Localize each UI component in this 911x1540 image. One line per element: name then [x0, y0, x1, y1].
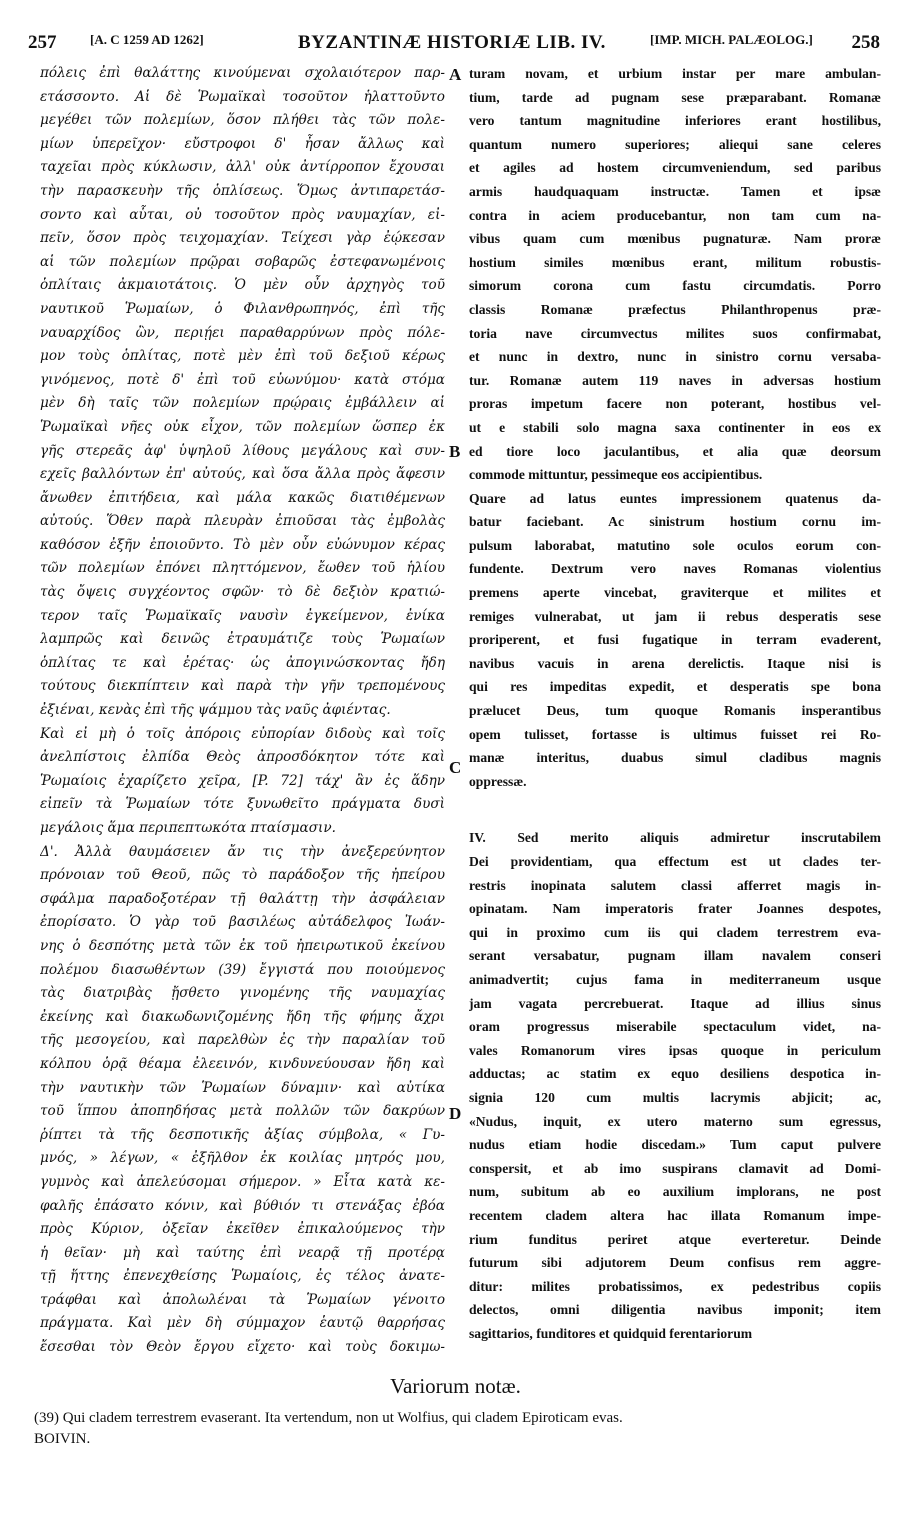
greek-text-line: ναυτικοῦ Ῥωμαίων, ὁ Φιλανθρωπηνός, ἐπὶ τῆς [40, 300, 445, 317]
greek-text-line: λαμπρῶς καὶ δεινῶς ἐτραυμάτιζε τοὺς Ῥωμαίων [40, 631, 445, 648]
greek-text-line: μὲν δὴ ταῖς τῶν πολεμίων πρῴραις ἐμβάλλειν αἱ [40, 395, 445, 412]
latin-text-line: hostium similes mœnibus erant, militum robustis- [469, 254, 881, 270]
latin-text-line: batur faciebant. Ac sinistrum hostium cornu im- [469, 514, 881, 530]
greek-text-line: ἄνωθεν ἐπιτήδεια, καὶ μάλα κακῶς διατιθέμενων [40, 489, 445, 506]
greek-text-line: ἔσεσθαι τὸν Θεὸν ἔργου εἴχετο· καὶ τοὺς δοκιμω- [40, 1339, 445, 1356]
latin-text-line: delectos, omni diligentia navibus imponit; item [469, 1302, 881, 1318]
latin-text-line: et nunc in dextro, nunc in sinistro cornu versaba- [469, 349, 881, 365]
latin-text-line: num, subitum ab eo auxilium implorans, ne post [469, 1184, 881, 1200]
greek-text-line: τὴν ναυτικὴν τῶν Ῥωμαίων δύναμιν· καὶ αὐτίκα [40, 1079, 445, 1096]
greek-text-line: τὴν παρασκευὴν τῆς ὁπλίσεως. Ὅμως ἀντιπαρετάσ- [40, 182, 445, 199]
latin-text-line: serant versabatur, pugnam illam navalem conseri [469, 948, 881, 964]
greek-text-line: πρόνοιαν τοῦ Θεοῦ, πῶς τὸ παράδοξον τῆς ἠπείρου [40, 867, 445, 884]
latin-text-line: prælucet Deus, tum quoque Romanis insperantibus [469, 703, 881, 719]
page-number-right: 258 [851, 32, 880, 53]
margin-marker-b: B [449, 442, 461, 461]
greek-text-line: τούτους διεκπίπτειν καὶ παρὰ τὴν γῆν τρεπομένους [40, 678, 445, 695]
latin-text-line: rium funditus periret atque everteretur. Deinde [469, 1231, 881, 1247]
latin-text-line: classis Romanæ præfectus Philanthropenus præ- [469, 301, 881, 317]
latin-text-line: «Nudus, inquit, ex utero materno sum egressus, [469, 1113, 881, 1129]
greek-text-line: σοντο καὶ αὗται, οὐ τοσοῦτον πρὸς ναυμαχίαν, εἰ- [40, 206, 445, 223]
greek-text-line: τὰς διατριβὰς ᾔσθετο γινομένης τῆς ναυμαχίας [40, 985, 445, 1002]
latin-text-line: recentem cladem altera hac illata Romanum impe- [469, 1207, 881, 1223]
latin-text-line: fundente. Dextrum vero naves Romanas violentius [469, 561, 881, 577]
greek-text-line: Καὶ εἰ μὴ ὁ τοῖς ἀπόροις εὐπορίαν διδοὺς καὶ τοῖς [40, 725, 445, 742]
latin-text-line: nudus etiam hodie discedam.» Tum caput pulvere [469, 1137, 881, 1153]
latin-text-line: armis haudquaquam instructæ. Tamen et ipsæ [469, 183, 881, 199]
greek-text-line: γῆς στερεᾶς ἀφ' ὑψηλοῦ λίθους μεγάλους καὶ συν- [40, 442, 445, 459]
latin-text-line: ditur: milites probatissimos, ex pedestribus copiis [469, 1278, 881, 1294]
greek-text-line: πεῖν, ὅσον πρὸς τειχομαχίαν. Τείχεσι γὰρ ἐῴκεσαν [40, 230, 445, 247]
latin-text-line: oppressæ. [469, 773, 527, 789]
greek-text-line: καθόσον ἐξῆν ἐποιοῦντο. Τὸ μὲν οὖν εὐώνυμον κέρας [40, 536, 445, 553]
greek-text-line: ἐξιέναι, κενὰς ἐπὶ τῆς ψάμμου τὰς ναῦς ἀφιέντας. [40, 702, 391, 719]
latin-text-line: toria nave circumvectus milites suos confirmabat, [469, 325, 881, 341]
greek-text-line: αἱ τῶν πολεμίων πρῷραι σοβαρῶς ἐστεφανωμένοις [40, 253, 445, 270]
latin-text-line: ed tiore loco jaculantibus, et alia quæ deorsum [469, 443, 881, 459]
latin-text-line: manæ interitus, duabus simul cladibus magnis [469, 750, 881, 766]
greek-text-line: πράγματα. Καὶ μὲν δὴ σύμμαχον ἑαυτῷ θαρρήσας [40, 1315, 445, 1332]
latin-text-line: simorum corona cum fastu circumdatis. Porro [469, 278, 881, 294]
greek-text-line: τῆς μεσογείου, καὶ παρελθὼν ἐς τὴν παραλίαν τοῦ [40, 1032, 445, 1049]
margin-marker-a: A [449, 65, 462, 84]
latin-text-line: qui res impeditas expedit, et desperatis spe bona [469, 679, 881, 695]
greek-text-line: κόλπου ὁρᾷ θέαμα ἐλεεινόν, κινδυνεύουσαν ἤδη καὶ [40, 1055, 445, 1072]
greek-text-line: ὁπλίτας τε καὶ ἐρέτας· ὡς ἀπογινώσκοντας ἤδη [40, 654, 445, 671]
latin-text-line: et agiles ad hostem circumveniendum, sed paribus [469, 160, 881, 176]
latin-text-line: tium, tarde ad pugnam sese præparabant. Romanæ [469, 89, 881, 105]
greek-text-line: φαλῆς ἐπάσατο κόνιν, καὶ βύθιόν τι στενάξας ἐβόα [40, 1197, 445, 1214]
greek-text-line: πόλεις ἐπὶ θαλάττης κινούμεναι σχολαιότερον παρ- [40, 65, 445, 81]
greek-text-line: ετάσσοντο. Αἱ δὲ Ῥωμαϊκαὶ τοσοῦτον ἡλαττοῦντο [40, 88, 445, 105]
latin-text-line: opinatam. Nam imperatoris frater Joannes despotes, [469, 901, 881, 917]
margin-marker-c: C [449, 758, 462, 777]
greek-text-line: γυμνὸς καὶ ἀπελεύσομαι σήμερον. » Εἶτα κατὰ κε- [40, 1173, 445, 1190]
latin-text-line: turam novam, et urbium instar per mare ambulan- [469, 66, 881, 81]
latin-text-line: commode mittuntur, pessimeque eos accipientibus. [469, 467, 763, 483]
latin-text-line: proras impetum facere non poterant, hostibus vel- [469, 396, 881, 412]
greek-text-line: εχεῖς βαλλόντων ἐπ' αὐτούς, καὶ ὅσα ἄλλα πρὸς ἄφεσιν [40, 466, 445, 483]
greek-text-line: μεγάλοις ἅμα περιπεπτωκότα πταίσμασιν. [40, 820, 336, 836]
book-title: BYZANTINÆ HISTORIÆ LIB. IV. [298, 32, 606, 53]
latin-text-column [469, 62, 881, 1345]
latin-text-line: animadvertit; cujus fama in mediterraneum usque [469, 971, 881, 987]
greek-text-line: πρὸς Κύριον, ὀξεῖαν ἐκεῖθεν ἐπικαλούμενος τὴν [40, 1221, 445, 1238]
latin-text-line: restris inopinata salutem classi afferret magis in- [469, 877, 881, 893]
greek-text-line: τράφθαι καὶ ἀπολωλέναι τὰ Ῥωμαίων γένοιτο [40, 1291, 445, 1308]
greek-text-line: Ῥωμαίοις ἐχαρίζετο χεῖρα, [P. 72] τάχ' ἂν ἐς ἅδην [40, 772, 445, 789]
greek-text-line: ταχεῖαι πρὸς κύκλωσιν, ἀλλ' οὐκ ἀντίρροπον ἔχουσαι [40, 159, 445, 176]
greek-text-line: μνός, » λέγων, « ἐξῆλθον ἐκ κοιλίας μητρός μου, [40, 1150, 445, 1167]
latin-text-line: qui in proximo cum iis qui cladem terrestrem eva- [469, 924, 881, 940]
running-header [28, 32, 880, 56]
greek-text-line: Ῥωμαϊκαὶ νῆες οὐκ εἶχον, τῶν πολεμίων ὥσπερ ἐκ [40, 418, 445, 435]
greek-text-line: τὰς ὄψεις συγχέοντος σφῶν· τὸ δὲ δεξιὸν κρατιώ- [40, 584, 445, 601]
latin-text-line: pulsum laborabat, matutino sole oculos eorum con- [469, 537, 881, 553]
latin-text-line: vales Romanorum vires ipsas quoque in periculum [469, 1042, 881, 1058]
greek-text-line: τῇ ἥττης ἐπενεχθείσης Ῥωμαίοις, ἐς τέλος ἀνατε- [40, 1268, 445, 1285]
greek-text-line: τερον ταῖς Ῥωμαϊκαῖς ναυσὶν ἐγκείμενον, ἐνίκα [40, 607, 445, 624]
latin-text-line: IV. Sed merito aliquis admiretur inscrutabilem [469, 830, 881, 846]
latin-text-line: Quare ad latus euntes impressionem quatenus da- [469, 490, 881, 506]
greek-text-line: αὐτούς. Ὅθεν παρὰ πλευρὰν ἐπιοῦσαι τὰς ἐμβολὰς [40, 513, 445, 530]
greek-text-line: ἐκείνης καὶ διακωδωνιζομένης ἤδη τῆς φήμης ἄχρι [40, 1008, 445, 1025]
latin-text-line: opem tulisset, fortasse is ultimus fuisset rei Ro- [469, 726, 881, 742]
greek-text-line: πολέμου διασωθέντων (39) ἔγγιστά που ποιούμενος [40, 961, 445, 978]
latin-text-line: premens aperte vincebat, graviterque et milites et [469, 585, 881, 601]
latin-text-line: vibus quam cum mœnibus pugnaturæ. Nam proræ [469, 231, 881, 247]
date-range-left: [A. C 1259 AD 1262] [90, 32, 204, 47]
margin-marker-d: D [449, 1104, 462, 1123]
greek-text-line: μον τοὺς ὁπλίτας, ποτὲ μὲν ἐπὶ τοῦ δεξιοῦ κέρως [40, 348, 445, 365]
latin-text-line: contra in aciem producebantur, non tam cum na- [469, 207, 881, 223]
latin-text-line: signia 120 cum multis lacrymis abjicit; ac, [469, 1089, 881, 1105]
footnote-line: BOIVIN. [34, 1431, 91, 1447]
greek-text-line: Δ'. Ἀλλὰ θαυμάσειεν ἄν τις τὴν ἀνεξερεύνητον [40, 843, 445, 860]
latin-text-line: tur. Romanæ autem 119 naves in adversas hostium [469, 372, 881, 388]
latin-text-line: proriperent, et fusi fugatique in terram evaderent, [469, 632, 881, 648]
latin-text-line: futurum sibi adjutorem Deum confisus rem aggre- [469, 1255, 881, 1271]
latin-text-line [469, 793, 881, 826]
greek-text-line: μίων ὑπερεῖχον· εὔστροφοι δ' ἦσαν ἄλλως καὶ [40, 135, 445, 152]
notes-heading: Variorum notæ. [390, 1374, 521, 1398]
latin-text-line: adductas; ac statim ex equo desiliens despotica in- [469, 1066, 881, 1082]
greek-text-line: τοῦ ἵππου ἀποπηδήσας μετὰ πολλῶν τῶν δακρύων [40, 1103, 445, 1120]
latin-text-line: sagittarios, funditores et quidquid ferentariorum [469, 1325, 753, 1341]
greek-text-line: ὁπλίταις ἀκμαιοτάτοις. Ὁ μὲν οὖν ἀρχηγὸς τοῦ [40, 277, 445, 294]
latin-text-line: vero tantum magnitudine inferiores erant hostilibus, [469, 113, 881, 129]
greek-text-line: ἡ θεῖαν· μὴ καὶ ταύτης ἐπὶ νεαρᾷ τῇ προτέρᾳ [40, 1244, 445, 1261]
latin-text-line: quantum numero superiores; aliequi sane celeres [469, 136, 881, 152]
latin-text-line: navibus vacuis in arena derelictis. Itaque nisi is [469, 655, 881, 671]
footnote-line: (39) Qui cladem terrestrem evaserant. Ita vertendum, non ut Wolfius, qui cladem Epiroticam evas. [34, 1410, 623, 1426]
latin-text-line: oram progressus miserabile spectaculum videt, na- [469, 1019, 881, 1035]
greek-text-line: ἐπορίσατο. Ὁ γὰρ τοῦ βασιλέως αὐτάδελφος Ἰωάν- [40, 914, 445, 931]
greek-text-line: γινόμενος, ποτὲ δ' ἐπὶ τοῦ εὐωνύμου· κατὰ στόμα [40, 371, 445, 388]
greek-text-line: ναυαρχίδος ὢν, περιῄει παραθαρρύνων πρὸς πόλε- [40, 324, 445, 341]
latin-text-line: jam vagata percrebuerat. Itaque ad illius sinus [469, 995, 881, 1011]
latin-text-line: ut e stabili solo magna saxa continenter in eos ex [469, 419, 881, 435]
greek-text-column [40, 62, 445, 1360]
greek-text-line: σφάλμα παραδοξοτέραν τῇ θαλάττῃ τὴν ἀσφάλειαν [40, 890, 445, 907]
greek-text-line: ἀνελπίστοις ἐλπίδα Θεὸς ἀπροσδόκητον τότε καὶ [40, 749, 445, 766]
latin-text-line: remiges vulnerabat, ut jam ii rebus desperatis sese [469, 608, 881, 624]
greek-text-line: ῥίπτει τὰ τῆς δεσποτικῆς ἀξίας σύμβολα, « Γυ- [40, 1126, 445, 1143]
latin-text-line: conspersit, et ab imo suspirans clamavit ad Domi- [469, 1160, 881, 1176]
greek-text-line: τῶν πολεμίων ἐπόνει πληττόμενον, ἔωθεν τοῦ ἡλίου [40, 560, 445, 577]
page-number-left-text: 257 [28, 32, 57, 53]
latin-text-line: Dei providentiam, qua effectum est ut clades ter- [469, 854, 881, 869]
footnote [34, 1408, 882, 1450]
greek-text-line: μεγέθει τῶν πολεμίων, ὅσον πλήθει τὰς τῶν πολε- [40, 112, 445, 129]
emperor-range-right: [IMP. MICH. PALÆOLOG.] [650, 32, 813, 47]
greek-text-line: εἰπεῖν τὰ Ῥωμαίων τότε ξυνωθεῖτο πράγματα δυσὶ [40, 796, 445, 813]
greek-text-line: νης ὁ δεσπότης μετὰ τῶν ἐκ τοῦ ἠπειρωτικοῦ ἐκείνου [40, 937, 445, 954]
